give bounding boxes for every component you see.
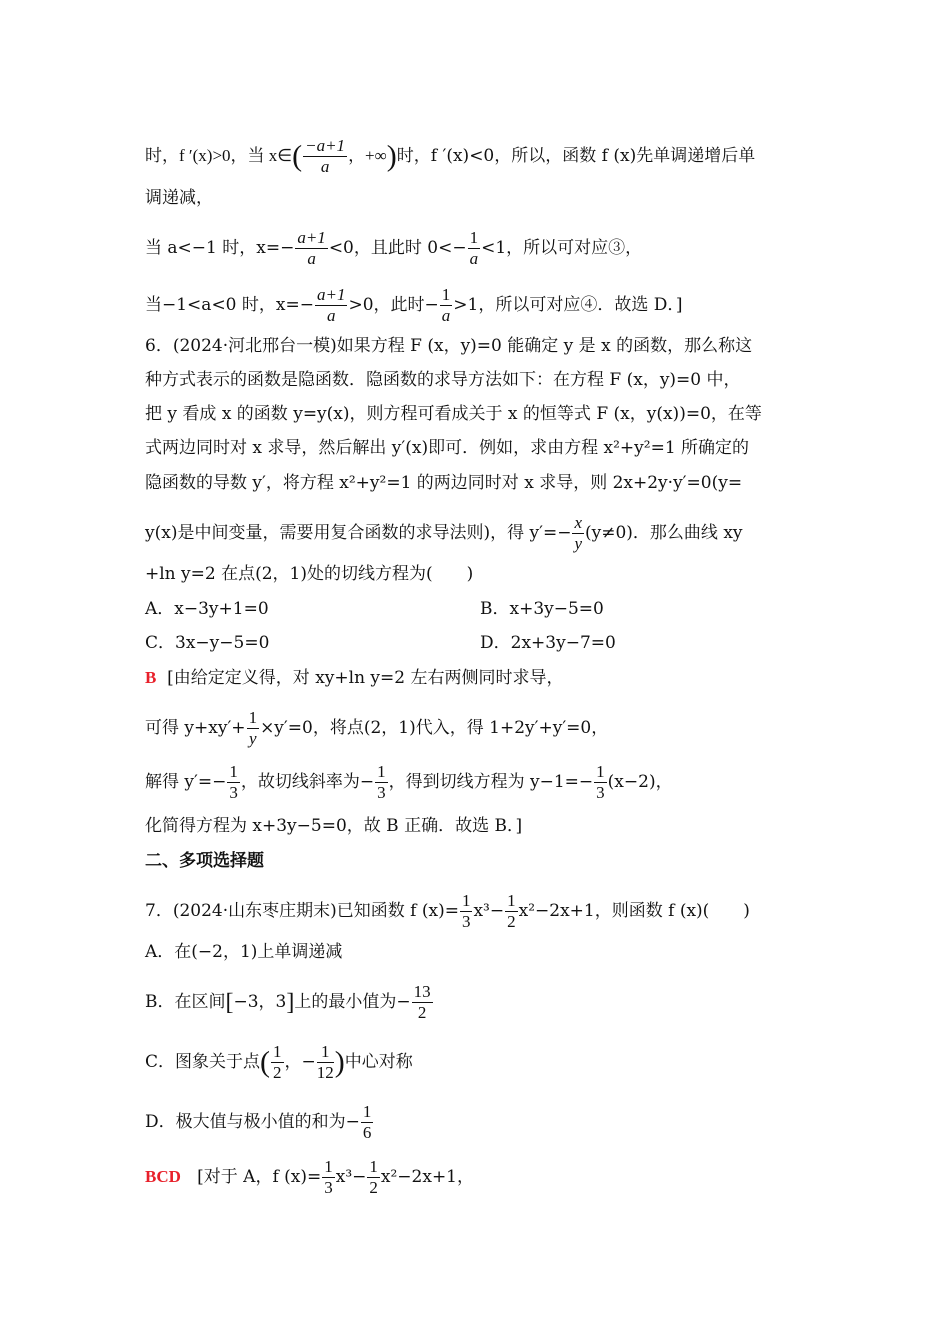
q6-line-2: 种方式表示的函数是隐函数．隐函数的求导方法如下：在方程 F (x，y)=0 中， [145,370,741,390]
text: ，+∞ [348,146,387,165]
line-4: 当−1<a<0 时，x=− $\frac{a+1}{a}$ >0，此时− $\frac{1}{a}$ >1，所以可对应④．故选 D．] [145,285,683,325]
paren-right: ) [386,139,397,173]
paren-left: ( [292,139,303,173]
answer-key: BCD [145,1167,181,1186]
q6-option-c: C．3x−y−5=0 [145,633,270,653]
q7-option-c: C．图象关于点( $\frac{1}{2}$ ，− $\frac{1}{12}$ )中心对称 [145,1042,413,1082]
a7-line-1: BCD [对于 A，f (x)= $\frac{1}{3}$ x³− $\frac{1}{2}$ x²−2x+1， [145,1157,475,1197]
q6-line-1: 6．(2024·河北邢台一模)如果方程 F (x，y)=0 能确定 y 是 x 的函数，那么称这 [145,336,753,356]
q6-option-b: B．x+3y−5=0 [480,599,604,619]
text: f ′(x)>0，当 x∈ [179,146,293,165]
q7-option-b: B．在区间[−3，3]上的最小值为− $\frac{13}{2}$ [145,982,431,1022]
line-1 [145,136,755,177]
answer-key: B [145,668,157,687]
q6-line-4: 式两边同时对 x 求导，然后解出 y′(x)即可．例如，求由方程 x²+y²=1 所确定的 [145,438,750,458]
line-2: 调递减， [145,188,213,208]
fraction: $\frac{-a+1}{a}$ [305,136,346,176]
q6-line-7: +ln y=2 在点(2，1)处的切线方程为( ) [145,564,474,584]
q6-line-5: 隐函数的导数 y′，将方程 x²+y²=1 的两边同时对 x 求导，则 2x+2y·y′=0(y= [145,473,743,493]
q7-option-a: A．在(−2，1)上单调递减 [145,942,343,962]
text: 时， [145,146,179,166]
text: 时，f ′(x)<0，所以，函数 f (x)先单调递增后单 [396,146,756,166]
q6-line-6: y(x)是中间变量，需要用复合函数的求导法则)，得 y′=− $\frac{x}{y}$ (y≠0)．那么曲线 xy [145,513,743,553]
q6-line-3: 把 y 看成 x 的函数 y=y(x)，则方程可看成关于 x 的恒等式 F (x，y(x))=0，在等 [145,404,762,424]
q6-option-a: A．x−3y+1=0 [145,599,269,619]
a6-line-1: B [由给定定义得，对 xy+ln y=2 左右两侧同时求导， [145,668,564,688]
line-3: 当 a<−1 时，x=− $\frac{a+1}{a}$ <0，且此时 0<− $\frac{1}{a}$ <1，所以可对应③， [145,228,643,268]
a6-line-2: 可得 y+xy′+ $\frac{1}{y}$ ×y′=0，将点(2，1)代入，得 1+2y′+y′=0， [145,708,609,748]
a6-line-4: 化简得方程为 x+3y−5=0，故 B 正确．故选 B．] [145,816,523,836]
a6-line-3: 解得 y′=− $\frac{1}{3}$ ，故切线斜率为− $\frac{1}{3}$ ，得到切线方程为 y−1=− $\frac{1}{3}$ (x−2)， [145,762,673,802]
q6-option-d: D．2x+3y−7=0 [480,633,616,653]
q7-option-d: D．极大值与极小值的和为− $\frac{1}{6}$ [145,1102,372,1142]
q7-line-1: 7．(2024·山东枣庄期末)已知函数 f (x)= $\frac{1}{3}$ x³− $\frac{1}{2}$ x²−2x+1，则函数 f (x)( ) [145,891,750,931]
section-heading: 二、多项选择题 [145,851,264,871]
